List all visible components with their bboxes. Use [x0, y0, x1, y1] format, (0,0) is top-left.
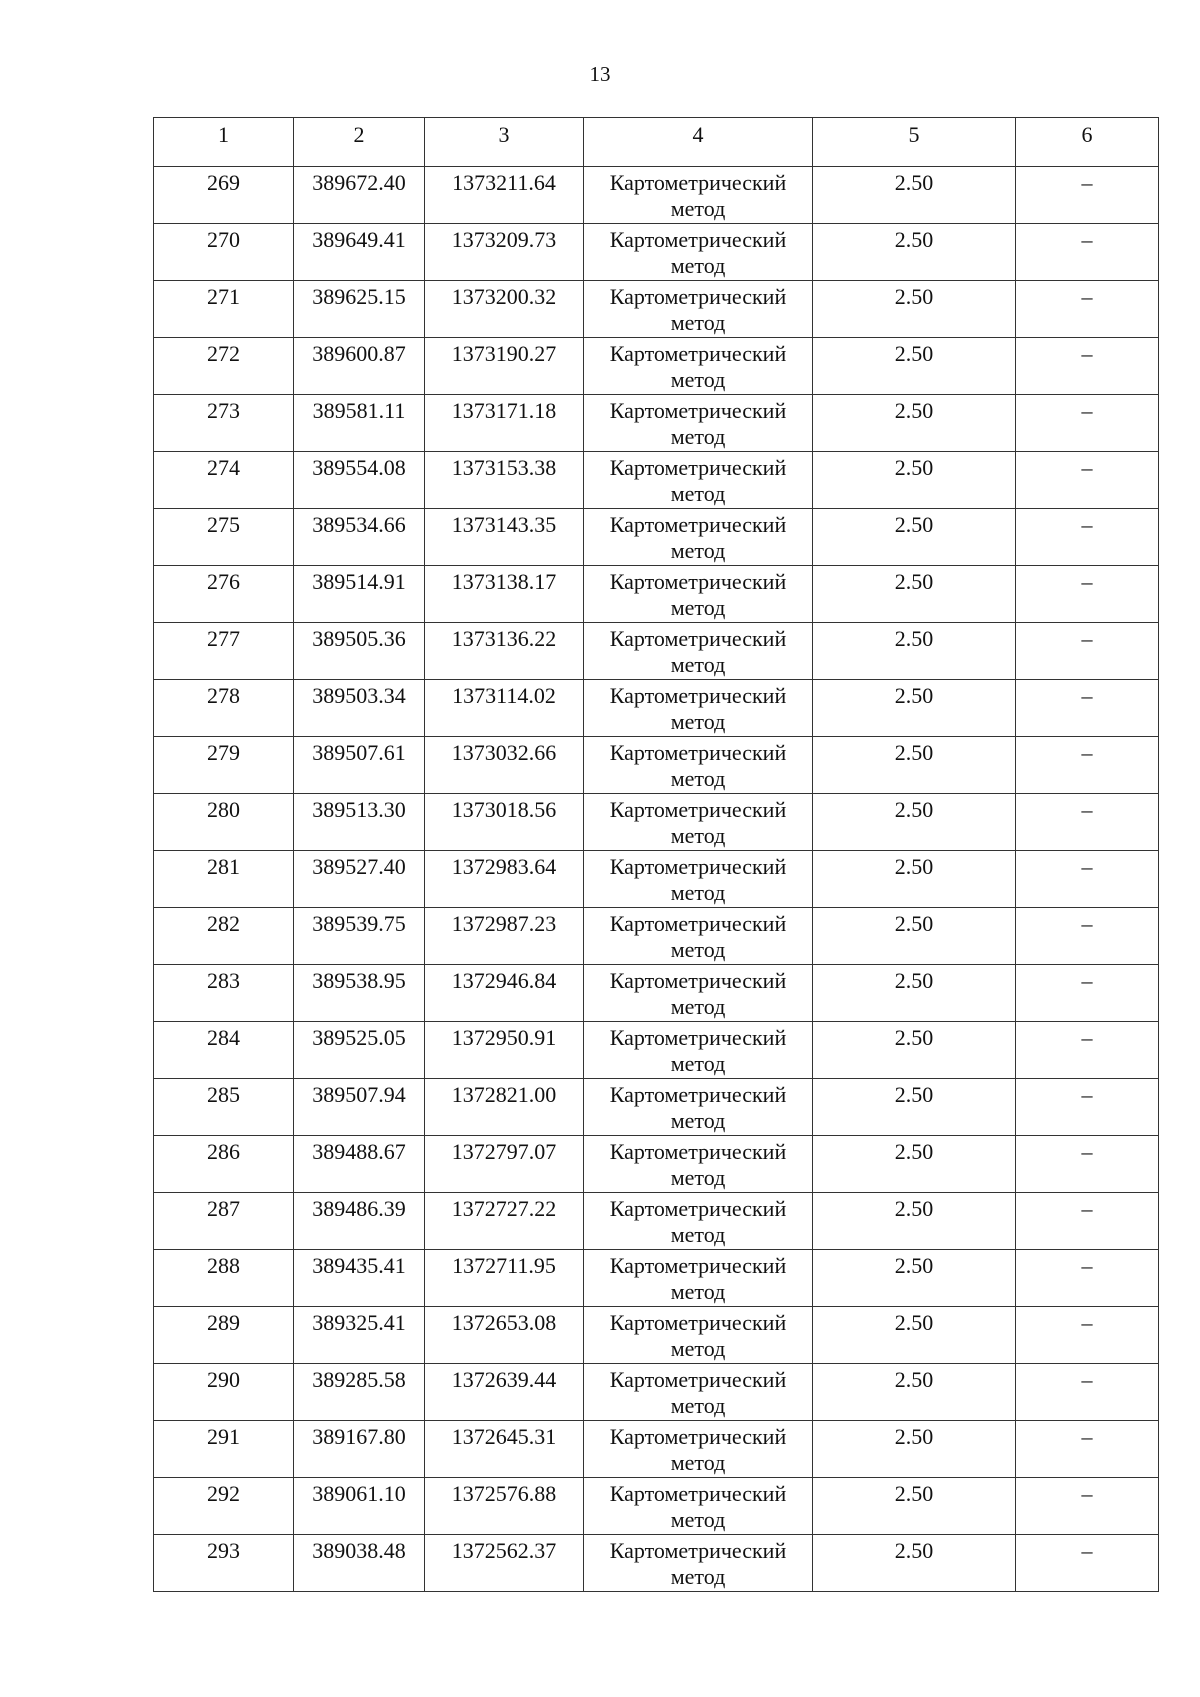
- method-text: Картометрический: [609, 740, 787, 765]
- table-row: [154, 1478, 1159, 1535]
- method-text: метод: [670, 481, 726, 506]
- method-cell: [584, 509, 813, 566]
- note-cell: –: [1016, 737, 1159, 794]
- method-cell: [584, 794, 813, 851]
- method-text: метод: [670, 994, 726, 1019]
- x-coordinate-cell: 389488.67: [294, 1136, 425, 1193]
- accuracy-cell: 2.50: [813, 908, 1016, 965]
- y-coordinate-cell: 1373138.17: [425, 566, 584, 623]
- point-number-cell: 270: [154, 224, 294, 281]
- table-row: [154, 680, 1159, 737]
- method-cell: [584, 1193, 813, 1250]
- point-number-cell: 284: [154, 1022, 294, 1079]
- x-coordinate-cell: 389503.34: [294, 680, 425, 737]
- method-text: метод: [670, 367, 726, 392]
- point-number-cell: 280: [154, 794, 294, 851]
- accuracy-cell: 2.50: [813, 851, 1016, 908]
- y-coordinate-cell: 1372727.22: [425, 1193, 584, 1250]
- x-coordinate-cell: 389534.66: [294, 509, 425, 566]
- y-coordinate-cell: 1373136.22: [425, 623, 584, 680]
- method-text: Картометрический: [609, 398, 787, 423]
- note-cell: –: [1016, 1079, 1159, 1136]
- method-text: метод: [670, 196, 726, 221]
- point-number-cell: 271: [154, 281, 294, 338]
- table-row: [154, 167, 1159, 224]
- note-cell: –: [1016, 1307, 1159, 1364]
- y-coordinate-cell: 1373153.38: [425, 452, 584, 509]
- method-text: метод: [670, 937, 726, 962]
- note-cell: –: [1016, 1022, 1159, 1079]
- table-row: [154, 623, 1159, 680]
- method-cell: [584, 851, 813, 908]
- y-coordinate-cell: 1372821.00: [425, 1079, 584, 1136]
- method-text: метод: [670, 1222, 726, 1247]
- note-cell: –: [1016, 908, 1159, 965]
- x-coordinate-cell: 389167.80: [294, 1421, 425, 1478]
- point-number-cell: 291: [154, 1421, 294, 1478]
- y-coordinate-cell: 1372950.91: [425, 1022, 584, 1079]
- x-coordinate-cell: 389507.61: [294, 737, 425, 794]
- table-row: [154, 509, 1159, 566]
- method-cell: [584, 1364, 813, 1421]
- point-number-cell: 292: [154, 1478, 294, 1535]
- method-text: метод: [670, 310, 726, 335]
- accuracy-cell: 2.50: [813, 1250, 1016, 1307]
- y-coordinate-cell: 1372797.07: [425, 1136, 584, 1193]
- y-coordinate-cell: 1373211.64: [425, 167, 584, 224]
- x-coordinate-cell: 389554.08: [294, 452, 425, 509]
- method-text: Картометрический: [609, 683, 787, 708]
- accuracy-cell: 2.50: [813, 338, 1016, 395]
- point-number-cell: 286: [154, 1136, 294, 1193]
- table-row: [154, 1022, 1159, 1079]
- note-cell: –: [1016, 680, 1159, 737]
- method-cell: [584, 1022, 813, 1079]
- method-cell: [584, 1535, 813, 1592]
- method-text: Картометрический: [609, 854, 787, 879]
- note-cell: –: [1016, 1250, 1159, 1307]
- method-cell: [584, 737, 813, 794]
- method-cell: [584, 167, 813, 224]
- point-number-cell: 272: [154, 338, 294, 395]
- x-coordinate-cell: 389507.94: [294, 1079, 425, 1136]
- accuracy-cell: 2.50: [813, 794, 1016, 851]
- column-header-2: 2: [294, 118, 425, 167]
- method-cell: [584, 680, 813, 737]
- method-text: метод: [670, 1564, 726, 1589]
- method-text: Картометрический: [609, 1424, 787, 1449]
- note-cell: –: [1016, 338, 1159, 395]
- table-body: [154, 167, 1159, 1592]
- column-header-5: 5: [813, 118, 1016, 167]
- method-text: Картометрический: [609, 1481, 787, 1506]
- table-row: [154, 1250, 1159, 1307]
- y-coordinate-cell: 1372983.64: [425, 851, 584, 908]
- accuracy-cell: 2.50: [813, 623, 1016, 680]
- note-cell: –: [1016, 965, 1159, 1022]
- point-number-cell: 283: [154, 965, 294, 1022]
- note-cell: –: [1016, 395, 1159, 452]
- accuracy-cell: 2.50: [813, 1478, 1016, 1535]
- method-text: метод: [670, 1051, 726, 1076]
- method-text: метод: [670, 766, 726, 791]
- x-coordinate-cell: 389539.75: [294, 908, 425, 965]
- y-coordinate-cell: 1373209.73: [425, 224, 584, 281]
- y-coordinate-cell: 1373143.35: [425, 509, 584, 566]
- method-text: метод: [670, 538, 726, 563]
- header-row: [154, 118, 1159, 167]
- y-coordinate-cell: 1372576.88: [425, 1478, 584, 1535]
- accuracy-cell: 2.50: [813, 566, 1016, 623]
- method-text: метод: [670, 1336, 726, 1361]
- method-cell: [584, 395, 813, 452]
- method-text: метод: [670, 1165, 726, 1190]
- note-cell: –: [1016, 566, 1159, 623]
- x-coordinate-cell: 389325.41: [294, 1307, 425, 1364]
- method-text: метод: [670, 709, 726, 734]
- x-coordinate-cell: 389538.95: [294, 965, 425, 1022]
- y-coordinate-cell: 1372653.08: [425, 1307, 584, 1364]
- point-number-cell: 275: [154, 509, 294, 566]
- note-cell: –: [1016, 1535, 1159, 1592]
- point-number-cell: 287: [154, 1193, 294, 1250]
- table-row: [154, 737, 1159, 794]
- accuracy-cell: 2.50: [813, 281, 1016, 338]
- method-text: Картометрический: [609, 1082, 787, 1107]
- note-cell: –: [1016, 1478, 1159, 1535]
- method-text: Картометрический: [609, 1253, 787, 1278]
- accuracy-cell: 2.50: [813, 1193, 1016, 1250]
- table-row: [154, 1079, 1159, 1136]
- point-number-cell: 290: [154, 1364, 294, 1421]
- note-cell: –: [1016, 1421, 1159, 1478]
- note-cell: –: [1016, 851, 1159, 908]
- method-text: Картометрический: [609, 341, 787, 366]
- method-text: Картометрический: [609, 1139, 787, 1164]
- x-coordinate-cell: 389285.58: [294, 1364, 425, 1421]
- table-row: [154, 281, 1159, 338]
- column-header-1: 1: [154, 118, 294, 167]
- y-coordinate-cell: 1373032.66: [425, 737, 584, 794]
- accuracy-cell: 2.50: [813, 167, 1016, 224]
- method-text: метод: [670, 1393, 726, 1418]
- method-text: метод: [670, 253, 726, 278]
- method-text: метод: [670, 823, 726, 848]
- method-text: метод: [670, 424, 726, 449]
- accuracy-cell: 2.50: [813, 1307, 1016, 1364]
- note-cell: –: [1016, 452, 1159, 509]
- y-coordinate-cell: 1372711.95: [425, 1250, 584, 1307]
- method-text: Картометрический: [609, 1196, 787, 1221]
- method-cell: [584, 908, 813, 965]
- point-number-cell: 285: [154, 1079, 294, 1136]
- note-cell: –: [1016, 281, 1159, 338]
- method-cell: [584, 1136, 813, 1193]
- method-cell: [584, 965, 813, 1022]
- table-row: [154, 1364, 1159, 1421]
- method-text: Картометрический: [609, 797, 787, 822]
- method-cell: [584, 338, 813, 395]
- note-cell: –: [1016, 794, 1159, 851]
- table-row: [154, 1193, 1159, 1250]
- x-coordinate-cell: 389513.30: [294, 794, 425, 851]
- method-cell: [584, 281, 813, 338]
- x-coordinate-cell: 389514.91: [294, 566, 425, 623]
- method-text: Картометрический: [609, 455, 787, 480]
- note-cell: –: [1016, 509, 1159, 566]
- x-coordinate-cell: 389600.87: [294, 338, 425, 395]
- table-row: [154, 965, 1159, 1022]
- point-number-cell: 282: [154, 908, 294, 965]
- note-cell: –: [1016, 1193, 1159, 1250]
- point-number-cell: 289: [154, 1307, 294, 1364]
- point-number-cell: 276: [154, 566, 294, 623]
- accuracy-cell: 2.50: [813, 1079, 1016, 1136]
- method-text: Картометрический: [609, 911, 787, 936]
- point-number-cell: 277: [154, 623, 294, 680]
- table-row: [154, 908, 1159, 965]
- method-text: Картометрический: [609, 626, 787, 651]
- point-number-cell: 269: [154, 167, 294, 224]
- method-text: метод: [670, 1450, 726, 1475]
- table-row: [154, 1307, 1159, 1364]
- accuracy-cell: 2.50: [813, 1136, 1016, 1193]
- accuracy-cell: 2.50: [813, 452, 1016, 509]
- table-row: [154, 794, 1159, 851]
- table-row: [154, 851, 1159, 908]
- method-text: метод: [670, 880, 726, 905]
- table-row: [154, 224, 1159, 281]
- method-text: метод: [670, 595, 726, 620]
- y-coordinate-cell: 1372987.23: [425, 908, 584, 965]
- accuracy-cell: 2.50: [813, 680, 1016, 737]
- y-coordinate-cell: 1372562.37: [425, 1535, 584, 1592]
- y-coordinate-cell: 1373114.02: [425, 680, 584, 737]
- note-cell: –: [1016, 1364, 1159, 1421]
- method-text: метод: [670, 1507, 726, 1532]
- accuracy-cell: 2.50: [813, 965, 1016, 1022]
- x-coordinate-cell: 389038.48: [294, 1535, 425, 1592]
- y-coordinate-cell: 1373171.18: [425, 395, 584, 452]
- note-cell: –: [1016, 1136, 1159, 1193]
- point-number-cell: 273: [154, 395, 294, 452]
- table-row: [154, 452, 1159, 509]
- x-coordinate-cell: 389435.41: [294, 1250, 425, 1307]
- method-cell: [584, 1421, 813, 1478]
- x-coordinate-cell: 389527.40: [294, 851, 425, 908]
- y-coordinate-cell: 1372946.84: [425, 965, 584, 1022]
- x-coordinate-cell: 389525.05: [294, 1022, 425, 1079]
- table-header: [154, 118, 1159, 167]
- accuracy-cell: 2.50: [813, 224, 1016, 281]
- point-number-cell: 288: [154, 1250, 294, 1307]
- method-cell: [584, 566, 813, 623]
- method-cell: [584, 623, 813, 680]
- accuracy-cell: 2.50: [813, 1022, 1016, 1079]
- point-number-cell: 278: [154, 680, 294, 737]
- accuracy-cell: 2.50: [813, 1535, 1016, 1592]
- method-text: метод: [670, 652, 726, 677]
- method-text: Картометрический: [609, 512, 787, 537]
- column-header-6: 6: [1016, 118, 1159, 167]
- x-coordinate-cell: 389625.15: [294, 281, 425, 338]
- coordinates-table: [153, 117, 1159, 1592]
- y-coordinate-cell: 1373190.27: [425, 338, 584, 395]
- page-number: 13: [589, 62, 611, 86]
- method-cell: [584, 1307, 813, 1364]
- column-header-3: 3: [425, 118, 584, 167]
- method-text: Картометрический: [609, 968, 787, 993]
- method-text: Картометрический: [609, 170, 787, 195]
- method-cell: [584, 1250, 813, 1307]
- table-row: [154, 1421, 1159, 1478]
- x-coordinate-cell: 389581.11: [294, 395, 425, 452]
- method-cell: [584, 1478, 813, 1535]
- method-text: Картометрический: [609, 569, 787, 594]
- point-number-cell: 281: [154, 851, 294, 908]
- note-cell: –: [1016, 623, 1159, 680]
- point-number-cell: 274: [154, 452, 294, 509]
- method-text: Картометрический: [609, 227, 787, 252]
- x-coordinate-cell: 389061.10: [294, 1478, 425, 1535]
- method-text: Картометрический: [609, 1310, 787, 1335]
- x-coordinate-cell: 389505.36: [294, 623, 425, 680]
- method-text: метод: [670, 1108, 726, 1133]
- y-coordinate-cell: 1372645.31: [425, 1421, 584, 1478]
- accuracy-cell: 2.50: [813, 737, 1016, 794]
- column-header-4: 4: [584, 118, 813, 167]
- method-text: Картометрический: [609, 1025, 787, 1050]
- table-row: [154, 1136, 1159, 1193]
- accuracy-cell: 2.50: [813, 1421, 1016, 1478]
- method-text: метод: [670, 1279, 726, 1304]
- method-cell: [584, 224, 813, 281]
- y-coordinate-cell: 1373018.56: [425, 794, 584, 851]
- table-row: [154, 1535, 1159, 1592]
- x-coordinate-cell: 389672.40: [294, 167, 425, 224]
- method-text: Картометрический: [609, 1538, 787, 1563]
- accuracy-cell: 2.50: [813, 1364, 1016, 1421]
- point-number-cell: 279: [154, 737, 294, 794]
- accuracy-cell: 2.50: [813, 509, 1016, 566]
- y-coordinate-cell: 1372639.44: [425, 1364, 584, 1421]
- method-cell: [584, 452, 813, 509]
- point-number-cell: 293: [154, 1535, 294, 1592]
- note-cell: –: [1016, 167, 1159, 224]
- method-text: Картометрический: [609, 1367, 787, 1392]
- table-row: [154, 566, 1159, 623]
- method-text: Картометрический: [609, 284, 787, 309]
- x-coordinate-cell: 389649.41: [294, 224, 425, 281]
- accuracy-cell: 2.50: [813, 395, 1016, 452]
- method-cell: [584, 1079, 813, 1136]
- y-coordinate-cell: 1373200.32: [425, 281, 584, 338]
- note-cell: –: [1016, 224, 1159, 281]
- table-row: [154, 338, 1159, 395]
- x-coordinate-cell: 389486.39: [294, 1193, 425, 1250]
- table-row: [154, 395, 1159, 452]
